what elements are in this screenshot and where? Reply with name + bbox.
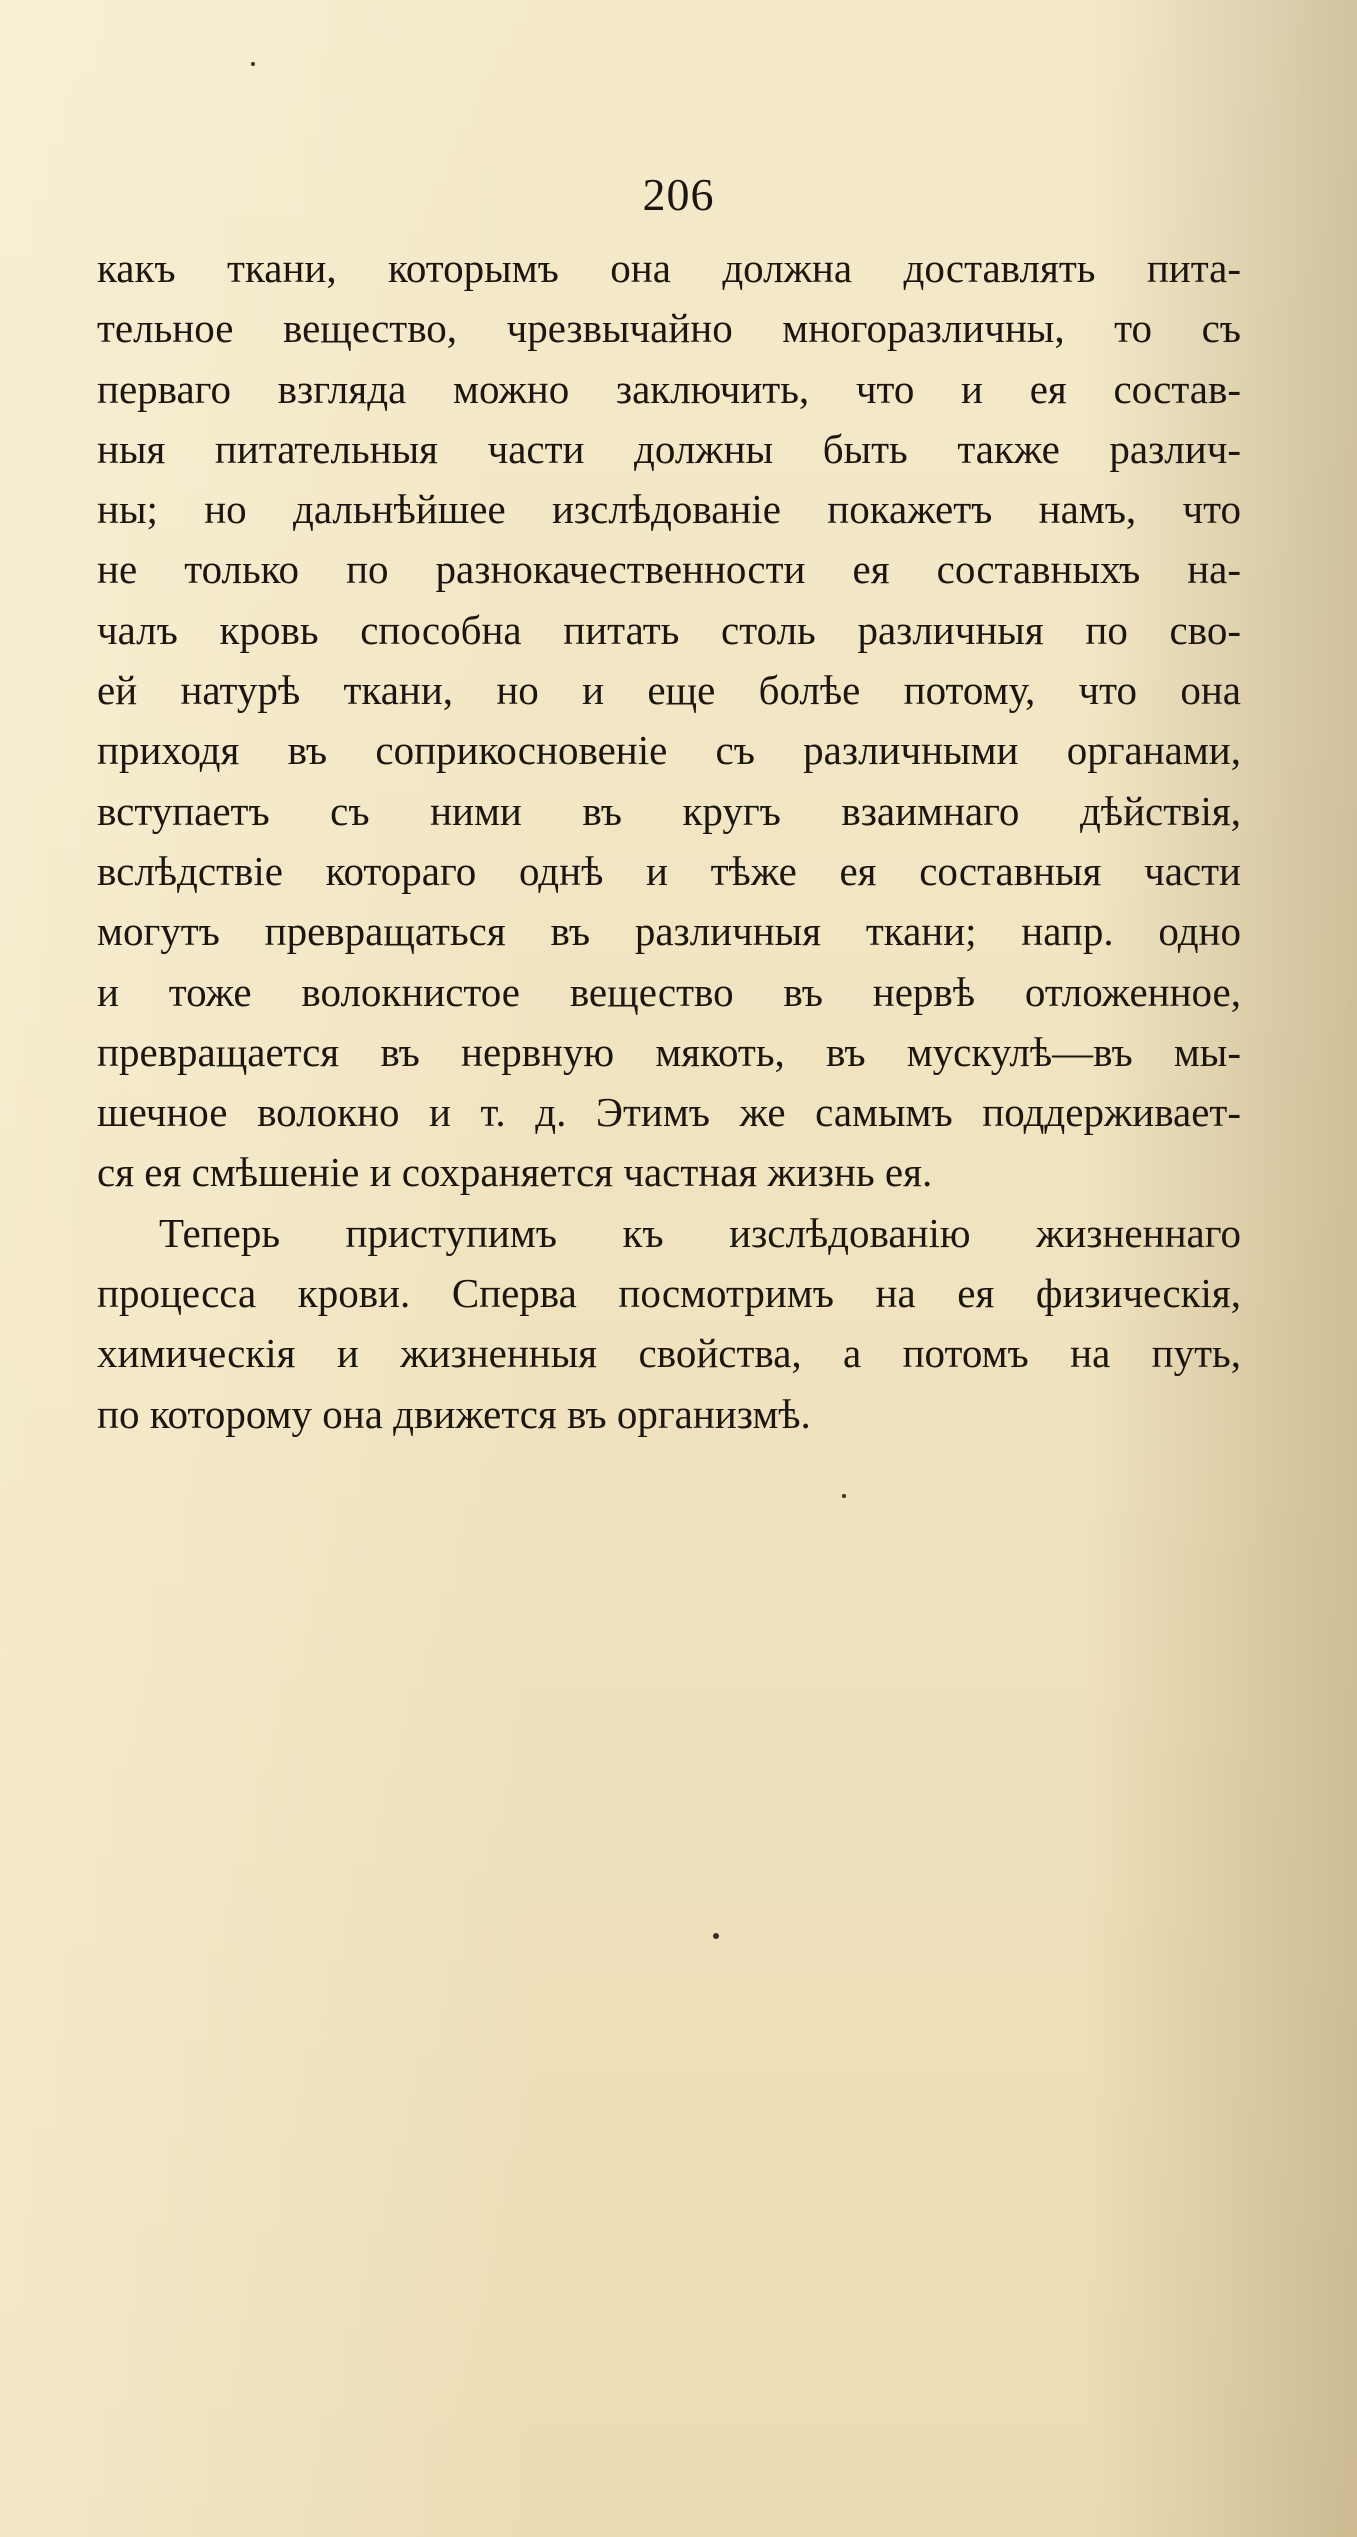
text-line: ны; но дальнѣйшее изслѣдованіе покажетъ намъ, что xyxy=(97,486,1241,533)
text-line: не только по разнокачественности ея составныхъ на- xyxy=(97,546,1241,593)
text-line: какъ ткани, которымъ она должна доставлять пита- xyxy=(97,245,1241,291)
text-line: шечное волокно и т. д. Этимъ же самымъ поддерживает- xyxy=(97,1089,1241,1136)
text-line: ныя питательныя части должны быть также различ- xyxy=(97,425,1241,472)
page-number: 206 xyxy=(642,169,715,220)
ink-speck xyxy=(251,62,255,66)
text-line: химическія и жизненныя свойства, а потомъ на путь, xyxy=(97,1330,1241,1377)
text-line: тельное вещество, чрезвычайно многоразличны, то съ xyxy=(97,305,1241,352)
paragraph-end-line: ся ея смѣшеніе и сохраняется частная жизнь ея. xyxy=(97,1149,933,1196)
paragraph-end-line: по которому она движется въ организмѣ. xyxy=(97,1390,811,1437)
text-line: превращается въ нервную мякоть, въ мускулѣ—въ мы- xyxy=(97,1028,1241,1075)
text-line: ей натурѣ ткани, но и еще болѣе потому, что она xyxy=(97,667,1241,714)
text-line: и тоже волокнистое вещество въ нервѣ отложенное, xyxy=(97,968,1241,1015)
paragraph-start-line: Теперь приступимъ къ изслѣдованію жизненнаго xyxy=(159,1209,1241,1256)
text-line: могутъ превращаться въ различныя ткани; напр. одно xyxy=(97,908,1241,955)
text-line: вступаетъ съ ними въ кругъ взаимнаго дѣйствія, xyxy=(97,787,1241,834)
text-line: процесса крови. Сперва посмотримъ на ея физическія, xyxy=(97,1270,1241,1317)
text-line: перваго взгляда можно заключить, что и ея состав- xyxy=(97,365,1241,412)
text-line: вслѣдствіе котораго однѣ и тѣже ея составныя части xyxy=(97,847,1241,894)
body-text xyxy=(97,238,1241,1444)
ink-speck xyxy=(713,1933,719,1939)
text-line: приходя въ соприкосновеніе съ различными органами, xyxy=(97,727,1241,774)
text-line: чалъ кровь способна питать столь различныя по сво- xyxy=(97,606,1241,653)
ink-speck xyxy=(842,1494,846,1498)
